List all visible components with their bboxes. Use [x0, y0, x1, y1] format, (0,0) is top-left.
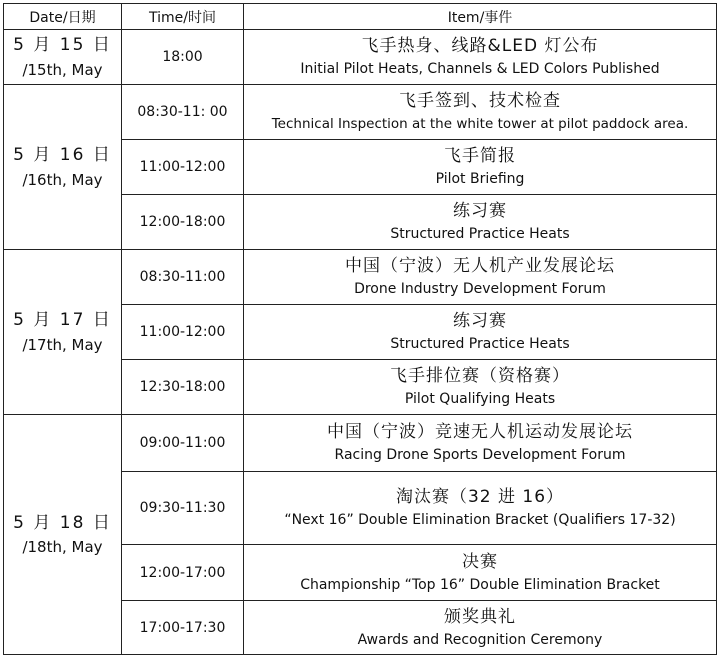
item-en: Racing Drone Sports Development Forum	[334, 447, 626, 463]
item-cn: 练习赛	[453, 201, 507, 221]
time-cell: 12:00-18:00	[122, 195, 244, 250]
time-cell: 08:30-11: 00	[122, 85, 244, 140]
item-en: Pilot Qualifying Heats	[404, 391, 556, 407]
item-en: Structured Practice Heats	[390, 226, 570, 242]
item-cn: 中国（宁波）无人机产业发展论坛	[345, 256, 615, 276]
item-cn: 练习赛	[453, 311, 507, 331]
item-cell	[244, 195, 717, 250]
time-cell: 12:30-18:00	[122, 360, 244, 415]
item-cn: 决赛	[462, 551, 498, 572]
item-cell	[244, 250, 717, 305]
time-cell: 17:00-17:30	[122, 601, 244, 655]
item-cell	[244, 85, 717, 140]
date-en: /15th, May	[22, 60, 103, 79]
item-cn: 飞手热身、线路&LED 灯公布	[361, 36, 599, 56]
item-cell	[244, 472, 717, 545]
time-cell: 18:00	[122, 30, 244, 85]
date-cn: 5 月 15 日	[13, 35, 112, 56]
date-en: /17th, May	[22, 335, 103, 354]
item-cell	[244, 415, 717, 472]
time-cell: 12:00-17:00	[122, 545, 244, 601]
item-cell	[244, 545, 717, 601]
date-cn: 5 月 17 日	[13, 310, 112, 331]
date-en: /18th, May	[22, 538, 103, 557]
date-cn: 5 月 18 日	[13, 512, 112, 533]
item-cell	[244, 140, 717, 195]
date-cell	[4, 30, 122, 85]
item-en: Championship “Top 16” Double Elimination Bracket	[300, 576, 660, 593]
header-time: Time/时间	[122, 4, 244, 30]
item-en: Pilot Briefing	[435, 171, 525, 187]
date-cn: 5 月 16 日	[13, 145, 112, 166]
item-cn: 淘汰赛（32 进 16）	[395, 487, 565, 507]
date-en: /16th, May	[22, 170, 103, 189]
item-cell	[244, 30, 717, 85]
item-cn: 飞手排位赛（资格赛）	[390, 366, 570, 386]
item-en: Initial Pilot Heats, Channels & LED Colors Published	[300, 61, 660, 77]
time-cell: 11:00-12:00	[122, 305, 244, 360]
table-row	[4, 85, 717, 140]
time-cell: 09:00-11:00	[122, 415, 244, 472]
table-row	[4, 415, 717, 472]
item-cn: 中国（宁波）竞速无人机运动发展论坛	[327, 422, 633, 442]
item-cn: 飞手简报	[444, 146, 516, 166]
date-cell	[4, 85, 122, 250]
table-row	[4, 250, 717, 305]
item-cell	[244, 305, 717, 360]
item-en: Technical Inspection at the white tower at pilot paddock area.	[271, 116, 689, 132]
schedule-table	[3, 3, 717, 655]
date-cell	[4, 250, 122, 415]
item-cn: 飞手签到、技术检查	[399, 91, 561, 111]
header-date: Date/日期	[4, 4, 122, 30]
header-item: Item/事件	[244, 4, 717, 30]
table-row	[4, 30, 717, 85]
item-cell	[244, 601, 717, 655]
item-en: “Next 16” Double Elimination Bracket (Qualifiers 17-32)	[284, 512, 676, 528]
header-row	[4, 4, 717, 30]
time-cell: 11:00-12:00	[122, 140, 244, 195]
item-cn: 颁奖典礼	[444, 606, 516, 627]
item-en: Structured Practice Heats	[390, 336, 570, 352]
item-en: Awards and Recognition Ceremony	[357, 631, 603, 648]
time-cell: 08:30-11:00	[122, 250, 244, 305]
item-cell	[244, 360, 717, 415]
item-en: Drone Industry Development Forum	[354, 281, 606, 297]
date-cell	[4, 415, 122, 655]
time-cell: 09:30-11:30	[122, 472, 244, 545]
